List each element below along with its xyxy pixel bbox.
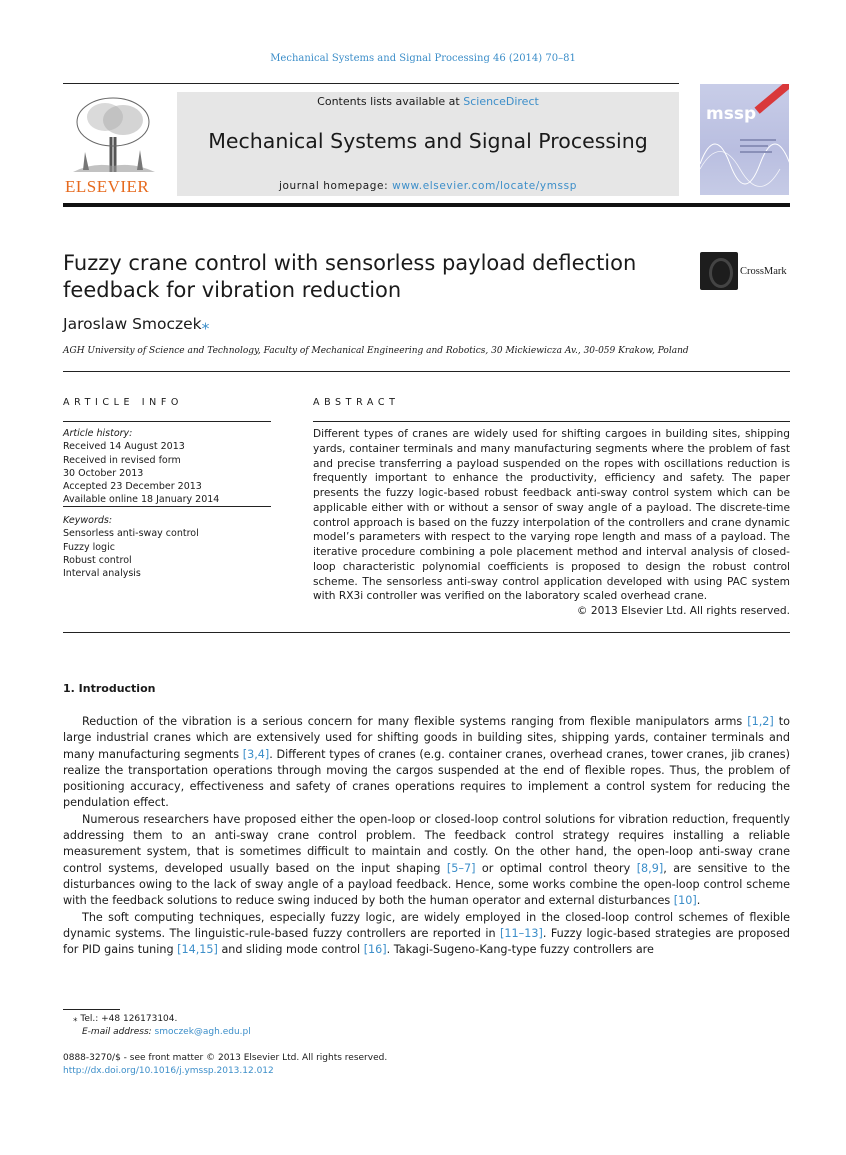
journal-title: Mechanical Systems and Signal Processing xyxy=(208,129,648,153)
introduction-body xyxy=(63,714,790,958)
article-info-heading: ARTICLE INFO xyxy=(63,397,184,408)
contents-line xyxy=(177,95,679,108)
paragraph xyxy=(63,910,790,959)
author-footnote-mark[interactable]: ⁎ xyxy=(201,315,210,333)
history-label: Article history: xyxy=(63,428,133,439)
history-item: 30 October 2013 xyxy=(63,467,144,479)
article-info-rule xyxy=(63,421,271,422)
article-title xyxy=(63,250,683,304)
paragraph xyxy=(63,714,790,812)
text-run: . xyxy=(696,894,701,908)
paragraph xyxy=(63,812,790,910)
text-run: to large industrial cranes which are extensively used for shifting goods in building sites, shipping yards, container terminals and many manufacturing segments xyxy=(63,715,790,761)
elsevier-tree-icon xyxy=(63,92,163,176)
sciencedirect-link[interactable]: ScienceDirect xyxy=(463,95,539,108)
text-run: The soft computing techniques, especially fuzzy logic, are widely employed in the closed-loop control schemes of flexible dynamic systems. The linguistic-rule-based fuzzy controllers are reported in xyxy=(63,910,790,940)
citation-link[interactable]: [3,4] xyxy=(242,747,270,761)
homepage-prefix: journal homepage: xyxy=(279,180,393,192)
keywords xyxy=(63,514,199,580)
abstract-text: Different types of cranes are widely used for shifting cargoes in building sites, shipping yards, container terminals and many manufacturing segments where the problem of fast and precise transferring a payload suspended on the ropes with oscillations reduction is frequently important to enhance the productivity, efficiency and safety. The paper presents the fuzzy logic-based robust feedback anti-sway control system which can be applicable either with or without a sensor of sway angle of a payload. The discrete-time control approach is based on the fuzzy interpolation of the controllers and crane dynamic model’s parameters with respect to the varying rope length and mass of a payload. The iterative procedure combining a pole placement method and interval analysis of closed-loop characteristic polynomial coefficients is proposed to design the robust control scheme. The sensorless anti-sway control application developed with using PAC system with RX3i controller was verified on the laboratory scaled overhead crane. xyxy=(313,428,790,603)
citation-link[interactable]: [10] xyxy=(673,894,697,908)
doi-link[interactable]: http://dx.doi.org/10.1016/j.ymssp.2013.12.012 xyxy=(63,1066,274,1076)
journal-cover[interactable] xyxy=(700,84,789,195)
history-item: Received in revised form xyxy=(63,454,181,466)
contents-prefix: Contents lists available at xyxy=(317,95,464,108)
text-run: , are sensitive to the disturbances owing to the lack of sway angle of a payload feedback. Hence, some works combine the open-loop control scheme with the feedback solutions to reduce swing induced by both the human operator and external disturbances xyxy=(63,861,790,908)
crossmark-badge[interactable] xyxy=(700,252,790,290)
affiliation: AGH University of Science and Technology, Faculty of Mechanical Engineering and Robotics, 30 Mickiewicza Av., 30-059 Krakow, Poland xyxy=(63,346,689,356)
text-run: . Different types of cranes (e.g. container cranes, overhead cranes, tower cranes, jib cranes) realize the transportation operations through moving the cargos suspended at the end of flexible ropes. Thus, the problem of positioning accuracy, effectiveness and safety of cranes operations requires to implement a control system for reducing the pendulation effect. xyxy=(63,747,790,810)
publisher-name: ELSEVIER xyxy=(65,177,150,196)
article-history xyxy=(63,427,219,507)
cover-wave-icon xyxy=(700,84,789,195)
keyword-item: Robust control xyxy=(63,554,132,566)
header-thick-rule xyxy=(63,203,790,207)
text-run: . Fuzzy logic-based strategies are proposed for PID gains tuning xyxy=(63,926,790,957)
author-name: Jaroslaw Smoczek xyxy=(63,315,202,333)
footnote-rule xyxy=(63,1009,120,1010)
header-top-rule xyxy=(63,83,679,84)
footnote-email xyxy=(82,1027,251,1037)
text-run: and sliding mode control xyxy=(217,943,364,957)
homepage-link[interactable]: www.elsevier.com/locate/ymssp xyxy=(392,180,577,192)
citation-link[interactable]: [11–13] xyxy=(500,926,543,940)
citation-link[interactable]: [8,9] xyxy=(636,861,664,875)
text-run: . Takagi-Sugeno-Kang-type fuzzy controllers are xyxy=(386,943,654,957)
crossmark-label: CrossMark xyxy=(740,266,787,277)
article-title-line-1: Fuzzy crane control with sensorless payload deflection xyxy=(63,251,637,275)
text-run: Numerous researchers have proposed either the open-loop or closed-loop control solutions for vibration reduction, frequently addressing them to an anti-sway crane control problem. The feedback control strategy requires installing a reliable measurement system, that is sometimes difficult to maintain and costly. On the other hand, the open-loop anti-sway crane control systems, developed usually based on the input shaping xyxy=(63,812,790,875)
keyword-item: Sensorless anti-sway control xyxy=(63,528,199,540)
journal-citation[interactable]: Mechanical Systems and Signal Processing 46 (2014) 70–81 xyxy=(270,53,576,64)
elsevier-logo[interactable] xyxy=(63,92,175,196)
text-run: Reduction of the vibration is a serious concern for many flexible systems ranging from flexible manipulators arms xyxy=(82,715,748,728)
article-title-line-2: feedback for vibration reduction xyxy=(63,278,402,302)
section-heading-introduction: 1. Introduction xyxy=(63,682,156,695)
history-item: Available online 18 January 2014 xyxy=(63,494,220,506)
history-rule xyxy=(63,506,271,507)
author-line xyxy=(63,315,209,333)
homepage-line xyxy=(177,180,679,192)
cover-title: mssp xyxy=(706,104,757,124)
history-item: Accepted 23 December 2013 xyxy=(63,481,202,493)
abstract-heading: ABSTRACT xyxy=(313,397,400,408)
citation-link[interactable]: [5–7] xyxy=(446,861,476,875)
keyword-item: Fuzzy logic xyxy=(63,541,115,553)
footnote-tel: ⁎ Tel.: +48 126173104. xyxy=(73,1014,178,1024)
text-run: or optimal control theory xyxy=(475,861,637,875)
journal-banner xyxy=(177,92,679,196)
citation-link[interactable]: [16] xyxy=(363,943,387,957)
abstract-copyright: © 2013 Elsevier Ltd. All rights reserved. xyxy=(576,605,790,617)
email-link[interactable]: smoczek@agh.edu.pl xyxy=(154,1027,251,1037)
issn-line: 0888-3270/$ - see front matter © 2013 Elsevier Ltd. All rights reserved. xyxy=(63,1053,388,1063)
keyword-item: Interval analysis xyxy=(63,568,141,580)
citation-link[interactable]: [1,2] xyxy=(747,715,774,728)
affiliation-rule xyxy=(63,371,790,372)
abstract-bottom-rule xyxy=(63,632,790,633)
history-item: Received 14 August 2013 xyxy=(63,441,185,453)
abstract-rule xyxy=(313,421,790,422)
keywords-label: Keywords: xyxy=(63,515,113,526)
citation-link[interactable]: [14,15] xyxy=(177,943,218,957)
crossmark-icon xyxy=(700,252,738,290)
email-label: E-mail address: xyxy=(82,1027,155,1037)
